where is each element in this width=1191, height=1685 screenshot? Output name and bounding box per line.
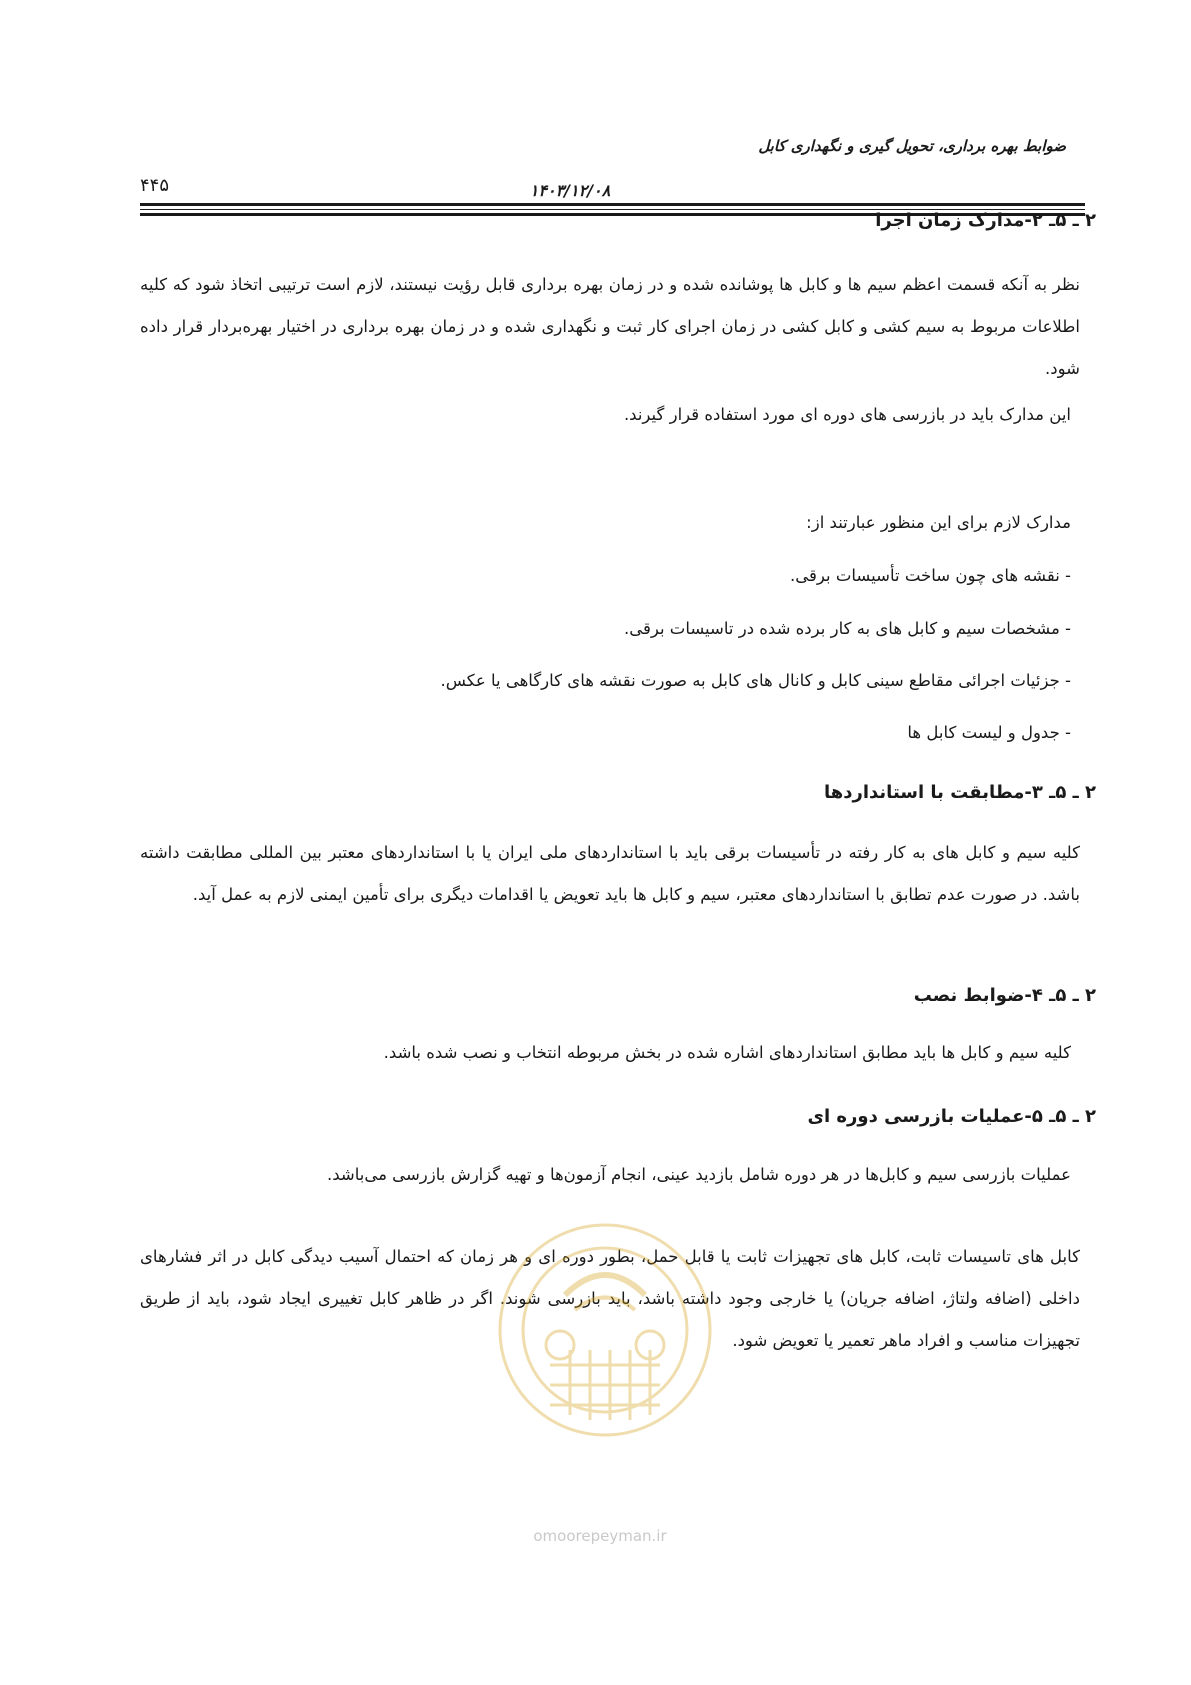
- section-2-5-2-paragraph-2: این مدارک باید در بازرسی های دوره ای مورد استفاده قرار گیرند.: [623, 405, 1071, 424]
- list-item: - جدول و لیست کابل ها: [907, 723, 1071, 742]
- list-item: - نقشه های چون ساخت تأسیسات برقی.: [790, 566, 1071, 585]
- header-rule-top: [140, 203, 1085, 206]
- page-number: ۴۴۵: [140, 175, 170, 196]
- section-2-5-5-paragraph-2: کابل های تاسیسات ثابت، کابل های تجهیزات ثابت یا قابل حمل، بطور دوره ای و هر زمان که احتمال آسیب دیدگی کابل در اثر فشارهای داخلی (اضافه ولتاژ، اضافه جریان) یا خارجی وجود داشته باشد، باید بازرسی شوند. اگر در ظاهر کابل تغییری ایجاد شود، باید از طریق تجهیزات مناسب و افراد ماهر تعمیر یا تعویض شود.: [140, 1247, 1080, 1350]
- section-heading-2-5-4: ۲ ـ ۵ـ ۴-ضوابط نصب: [913, 985, 1096, 1006]
- list-item: - مشخصات سیم و کابل های به کار برده شده در تاسیسات برقی.: [623, 619, 1071, 638]
- section-heading-2-5-3: ۲ ـ ۵ـ ۳-مطابقت با استانداردها: [824, 782, 1096, 803]
- section-heading-2-5-2: ۲ ـ ۵ـ ۲-مدارک زمان اجرا: [875, 210, 1096, 231]
- watermark-seal-logo: [490, 1215, 720, 1445]
- list-item: - جزئیات اجرائی مقاطع سینی کابل و کانال های کابل به صورت نقشه های کارگاهی یا عکس.: [440, 671, 1071, 690]
- document-date: ۱۴۰۳/۱۲/۰۸: [529, 181, 611, 200]
- section-heading-2-5-5: ۲ ـ ۵ـ ۵-عملیات بازرسی دوره ای: [807, 1106, 1096, 1127]
- section-2-5-2-paragraph-1: نظر به آنکه قسمت اعظم سیم ها و کابل ها پوشانده شده و در زمان بهره برداری قابل رؤیت نیستند، لازم است ترتیبی اتخاذ شود که کلیه اطلاعات مربوط به سیم کشی و کابل کشی در زمان اجرای کار ثبت و نگهداری شده و در زمان بهره برداری در اختیار بهره‌بردار قرار داده شود.: [140, 275, 1080, 378]
- watermark-website: omoorepeyman.ir: [533, 1527, 667, 1545]
- document-list-intro: مدارک لازم برای این منظور عبارتند از:: [806, 513, 1071, 532]
- section-2-5-3-paragraph: کلیه سیم و کابل های به کار رفته در تأسیسات برقی باید با استانداردهای ملی ایران یا با استانداردهای معتبر بین المللی مطابقت داشته باشد. در صورت عدم تطابق با استانداردهای معتبر، سیم و کابل ها باید تعویض یا اقدامات دیگری برای تأمین ایمنی لازم به عمل آید.: [140, 843, 1080, 904]
- section-2-5-4-paragraph: کلیه سیم و کابل ها باید مطابق استانداردهای اشاره شده در بخش مربوطه انتخاب و نصب شده باشد.: [383, 1043, 1071, 1062]
- document-title: ضوابط بهره برداری، تحویل گیری و نگهداری کابل: [758, 137, 1066, 155]
- section-2-5-5-paragraph-1: عملیات بازرسی سیم و کابل‌ها در هر دوره شامل بازدید عینی، انجام آزمون‌ها و تهیه گزارش بازرسی می‌باشد.: [327, 1165, 1071, 1184]
